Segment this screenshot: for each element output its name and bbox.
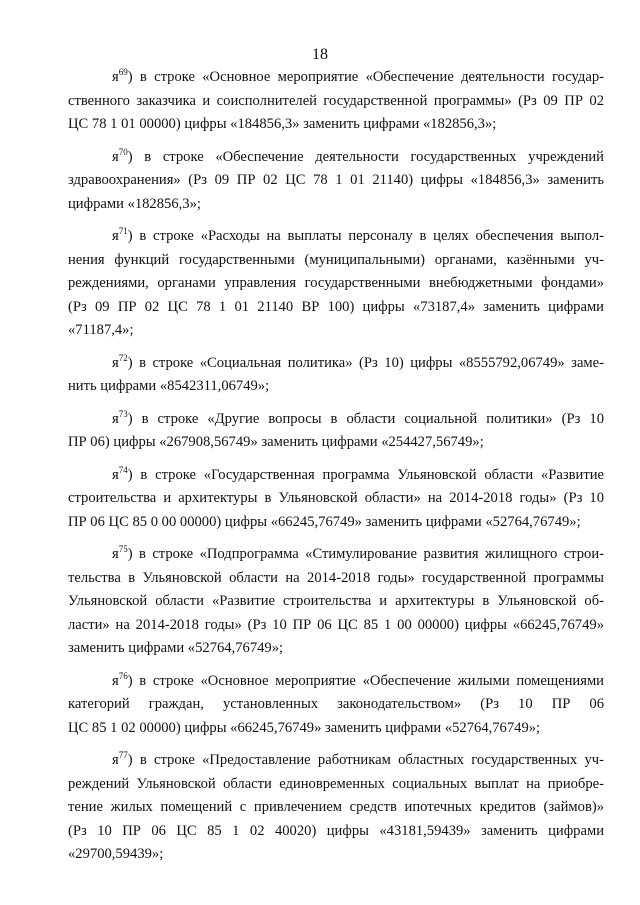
paragraph-line: строительства и архитектуры в Ульяновской области» на 2014-2018 годы» (Рз 10 <box>68 490 604 506</box>
paragraph-line <box>68 408 604 432</box>
paragraph-line <box>68 225 604 249</box>
paragraph-75 <box>68 543 604 661</box>
paragraph-77 <box>68 749 604 867</box>
item-number: 71 <box>118 226 128 236</box>
item-number: 77 <box>118 750 128 760</box>
item-marker: я <box>112 228 119 244</box>
item-number: 74 <box>118 464 128 475</box>
item-number: 76 <box>118 670 128 681</box>
paragraph-74 <box>68 464 604 535</box>
paragraph-line: нить цифрами «8542311,06749»; <box>68 378 270 394</box>
paragraph-73 <box>68 408 604 455</box>
paragraph-line: ласти» на 2014-2018 годы» (Рз 10 ПР 06 ЦС 85 1 00 00000) цифры «66245,76749» <box>68 616 604 633</box>
page-number: 18 <box>312 46 328 63</box>
paragraph-line: Ульяновской области «Развитие строительства и архитектуры в Ульяновской об- <box>68 593 604 609</box>
paragraph-line: (Рз 09 ПР 02 ЦС 78 1 01 21140 ВР 100) цифры «73187,4» заменить цифрами <box>68 298 604 315</box>
paragraph-line: категорий граждан, установленных законодательством» (Рз 10 ПР 06 <box>68 696 604 712</box>
line-text: ) в строке «Социальная политика» (Рз 10) цифры «8555792,06749» заме- <box>127 354 604 371</box>
paragraph-line <box>68 749 604 773</box>
paragraph-line: заменить цифрами «52764,76749»; <box>68 640 284 656</box>
item-marker: я <box>112 410 119 427</box>
item-marker: я <box>112 69 119 85</box>
line-text: ) в строке «Другие вопросы в области социальной политики» (Рз 10 <box>127 410 604 427</box>
line-text: ) в строке «Обеспечение деятельности государственных учреждений <box>127 148 604 165</box>
item-marker: я <box>112 546 119 562</box>
paragraph-line: ЦС 78 1 01 00000) цифры «184856,3» заменить цифрами «182856,3»; <box>68 116 497 132</box>
paragraph-line: ПР 06) цифры «267908,56749» заменить цифрами «254427,56749»; <box>68 434 484 450</box>
item-number: 69 <box>118 67 128 77</box>
item-number: 72 <box>118 352 128 363</box>
item-marker: я <box>112 148 119 165</box>
paragraph-line: реждениями, органами управления государственными внебюджетными фондами» <box>68 275 604 291</box>
paragraph-line <box>68 66 604 90</box>
paragraph-line: «71187,4»; <box>68 322 134 338</box>
item-marker: я <box>112 466 119 483</box>
paragraph-line <box>68 352 604 376</box>
paragraph-76 <box>68 670 604 741</box>
paragraph-line: тение жилых помещений с привлечением средств ипотечных кредитов (займов)» <box>68 799 604 815</box>
item-number: 73 <box>118 408 128 419</box>
item-marker: я <box>112 752 119 768</box>
item-number: 75 <box>118 544 128 554</box>
paragraph-line: нения функций государственными (муниципальными) органами, казёнными уч- <box>68 251 604 268</box>
paragraph-line <box>68 670 604 694</box>
line-text: ) в строке «Основное мероприятие «Обеспечение деятельности государ- <box>127 69 604 85</box>
document-body <box>68 66 604 876</box>
paragraph-line: здравоохранения» (Рз 09 ПР 02 ЦС 78 1 01 21140) цифры «184856,3» заменить <box>68 172 604 188</box>
item-number: 70 <box>118 146 128 157</box>
item-marker: я <box>112 672 119 689</box>
paragraph-70 <box>68 146 604 217</box>
paragraph-line: ственного заказчика и соисполнителей государственной программы» (Рз 09 ПР 02 <box>68 92 604 109</box>
paragraph-line: «29700,59439»; <box>68 846 164 862</box>
paragraph-line: ПР 06 ЦС 85 0 00 00000) цифры «66245,76749» заменить цифрами «52764,76749»; <box>68 513 581 530</box>
paragraph-line <box>68 543 604 567</box>
paragraph-line: (Рз 10 ПР 06 ЦС 85 1 02 40020) цифры «43181,59439» заменить цифрами <box>68 822 604 839</box>
item-marker: я <box>112 354 119 371</box>
paragraph-line: реждений Ульяновской области единовременных социальных выплат на приобре- <box>68 775 604 792</box>
paragraph-72 <box>68 352 604 399</box>
paragraph-line <box>68 146 604 170</box>
paragraph-line: цифрами «182856,3»; <box>68 195 201 212</box>
line-text: ) в строке «Предоставление работникам областных государственных уч- <box>127 752 604 768</box>
paragraph-line: ЦС 85 1 02 00000) цифры «66245,76749» заменить цифрами «52764,76749»; <box>68 719 541 736</box>
paragraph-71 <box>68 225 604 343</box>
paragraph-69 <box>68 66 604 137</box>
paragraph-line <box>68 464 604 488</box>
paragraph-line: тельства в Ульяновской области на 2014-2018 годы» государственной программы <box>68 569 604 586</box>
line-text: ) в строке «Расходы на выплаты персоналу в целях обеспечения выпол- <box>127 228 604 244</box>
line-text: ) в строке «Основное мероприятие «Обеспечение жилыми помещениями <box>127 672 604 689</box>
line-text: ) в строке «Подпрограмма «Стимулирование развития жилищного строи- <box>127 546 604 562</box>
line-text: ) в строке «Государственная программа Ульяновской области «Развитие <box>127 466 604 483</box>
